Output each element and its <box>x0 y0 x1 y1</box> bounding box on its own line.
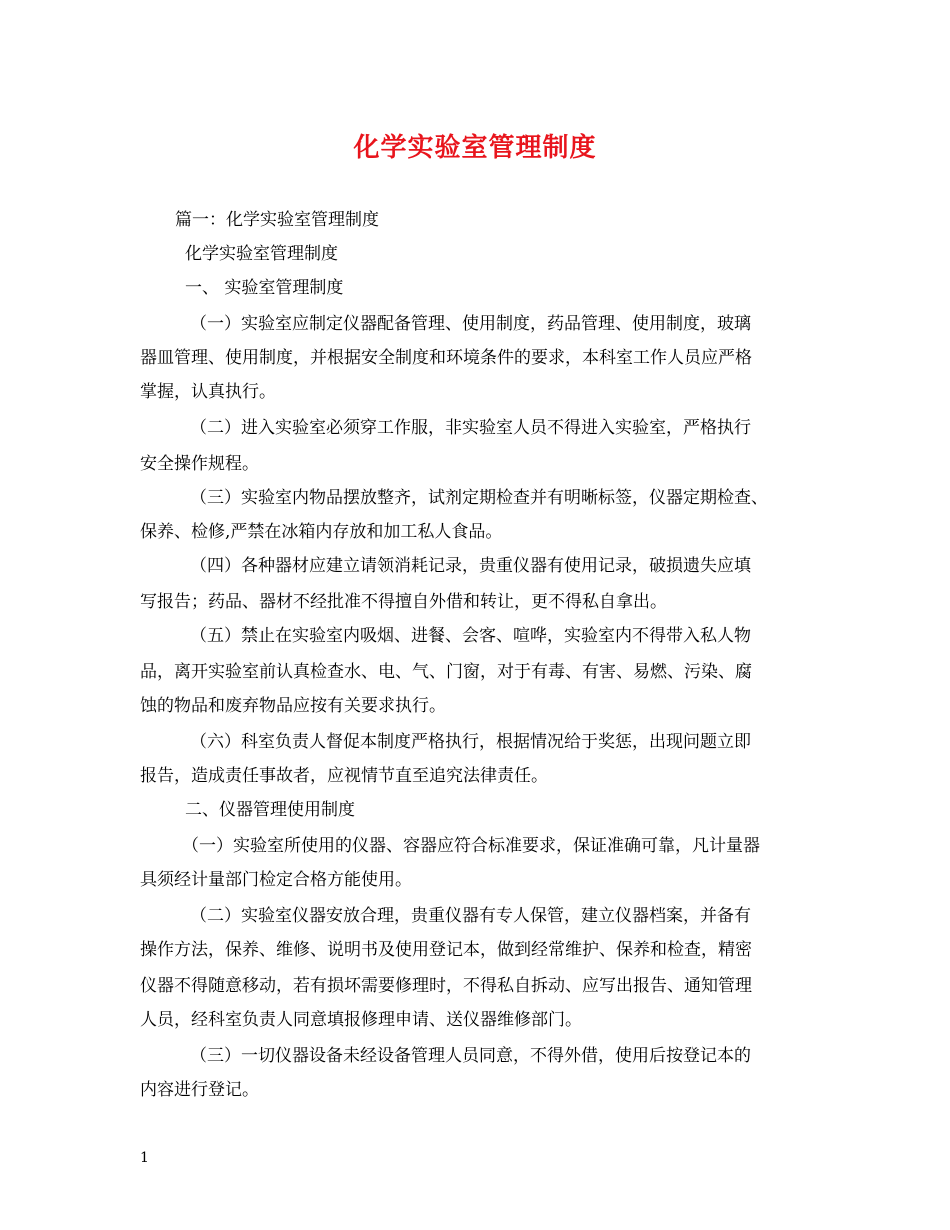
text-line: 品，离开实验室前认真检查水、电、气、门窗，对于有毒、有害、易燃、污染、腐 <box>140 662 752 682</box>
text-line: 化学实验室管理制度 <box>185 244 338 264</box>
text-line: 写报告；药品、器材不经批准不得擅自外借和转让，更不得私自拿出。 <box>140 592 667 612</box>
text-line: 二、仪器管理使用制度 <box>185 800 355 820</box>
text-line: 人员，经科室负责人同意填报修理申请、送仪器维修部门。 <box>140 1010 582 1030</box>
text-line: 具须经计量部门检定合格方能使用。 <box>140 870 412 890</box>
text-line: 一、 实验室管理制度 <box>185 278 344 298</box>
text-line: 内容进行登记。 <box>140 1080 259 1100</box>
text-line: 蚀的物品和废弃物品应按有关要求执行。 <box>140 696 446 716</box>
text-line: （三）一切仪器设备未经设备管理人员同意，不得外借，使用后按登记本的 <box>190 1046 751 1066</box>
text-line: 操作方法，保养、维修、说明书及使用登记本，做到经常维护、保养和检查，精密 <box>140 940 752 960</box>
text-line: （六）科室负责人督促本制度严格执行，根据情况给于奖惩，出现问题立即 <box>190 732 751 752</box>
text-line: （三）实验室内物品摆放整齐，试剂定期检查并有明晰标签，仪器定期检查、 <box>190 488 768 508</box>
text-line: （二）实验室仪器安放合理，贵重仪器有专人保管，建立仪器档案，并备有 <box>190 906 751 926</box>
document-title: 化学实验室管理制度 <box>353 133 597 163</box>
text-line: （四）各种器材应建立请领消耗记录，贵重仪器有使用记录，破损遗失应填 <box>190 556 751 576</box>
text-line: 安全操作规程。 <box>140 454 259 474</box>
text-line: 保养、检修,严禁在冰箱内存放和加工私人食品。 <box>140 522 503 542</box>
text-line: 仪器不得随意移动，若有损坏需要修理时，不得私自拆动、应写出报告、通知管理 <box>140 976 752 996</box>
text-line: （一）实验室应制定仪器配备管理、使用制度，药品管理、使用制度，玻璃 <box>190 314 751 334</box>
text-line: 器皿管理、使用制度，并根据安全制度和环境条件的要求，本科室工作人员应严格 <box>140 348 752 368</box>
text-line: 掌握，认真执行。 <box>140 382 276 402</box>
text-line: 篇一：化学实验室管理制度 <box>175 210 379 230</box>
text-line: 报告，造成责任事故者，应视情节直至追究法律责任。 <box>140 766 548 786</box>
text-line: （二）进入实验室必须穿工作服，非实验室人员不得进入实验室，严格执行 <box>190 418 751 438</box>
text-line: （一）实验室所使用的仪器、容器应符合标准要求，保证准确可靠，凡计量器 <box>182 836 760 856</box>
page-number: 1 <box>140 1150 149 1166</box>
text-line: （五）禁止在实验室内吸烟、进餐、会客、喧哗，实验室内不得带入私人物 <box>190 626 751 646</box>
